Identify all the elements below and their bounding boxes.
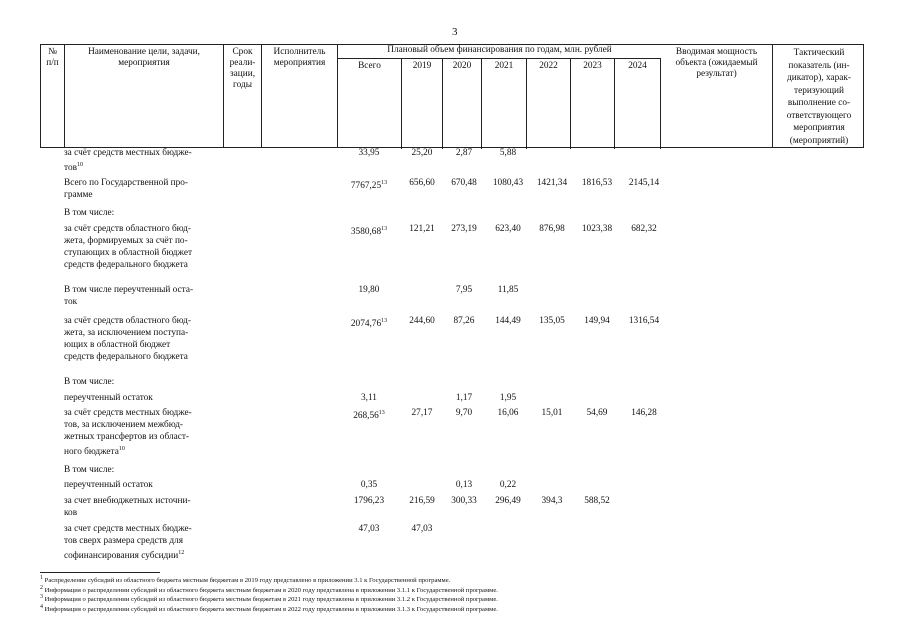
row-value-y2023: 54,69 [586,408,608,418]
row-total: 2074,76$^{13}$ [350,318,388,330]
row-total: 47,03 [358,524,380,534]
row-value-y2021: 623,40 [495,224,521,234]
row-name: В том числе: [64,377,115,387]
header-num: № п/п [41,45,65,147]
header-tactical: Тактический показатель (ин- дикатор), харак- теризующий выполнение со- ответствующего мероприятия (мероприятий) [786,48,852,146]
header-year: 2022 [527,59,571,149]
row-total: 3580,68$^{13}$ [350,226,388,238]
row-value-y2021: 11,85 [497,285,519,295]
row-value-y2021: 296,49 [495,496,521,506]
row-total: 3,11 [361,393,377,403]
row-total: 0,35 [360,480,378,490]
footnote-separator [40,572,160,573]
row-name: за счет внебюджетных источни- ков [64,496,191,518]
row-value-y2020: 1,17 [455,393,473,403]
row-total: 19,80 [358,285,380,295]
row-value-y2020: 2,87 [455,148,473,158]
row-value-y2022: 876,98 [539,224,565,234]
row-value-y2020: 273,19 [451,224,477,234]
page-number: 3 [452,26,458,38]
footnote: $^2$ Информация о распределении субсидий из областного бюджета местным бюджетам в 2020 году представлена в приложении 3.1.1 к Государственной программе. [40,584,498,594]
row-value-y2024: 682,32 [631,224,657,234]
row-value-y2019: 25,20 [411,148,433,158]
header-year: 2024 [615,59,661,149]
row-name: В том числе: [64,208,115,218]
row-name: переучтенный остаток [64,393,153,403]
header-year: 2023 [571,59,615,149]
row-value-y2020: 9,70 [455,408,473,418]
row-name: Всего по Государственной про- грамме [64,178,188,200]
header-financing: Плановый объем финансирования по годам, млн. рублей [338,45,661,59]
row-value-y2022: 15,01 [541,408,563,418]
row-value-y2019: 47,03 [411,524,433,534]
header-year: 2021 [482,59,527,149]
row-value-y2021: 5,88 [499,148,517,158]
header-year: 2020 [443,59,482,149]
row-value-y2022: 394,3 [541,496,563,506]
row-name: за счёт средств областного бюд- жета, формируемых за счёт по- ступающих в областной бюджет средств федерального бюджета [64,224,193,270]
row-value-y2023: 149,94 [584,316,610,326]
row-total: 268,56$^{13}$ [353,410,385,422]
row-total: 33,95 [358,148,380,158]
table-header [40,44,864,148]
row-name: В том числе: [64,465,115,475]
row-value-y2023: 1816,53 [581,178,613,188]
row-name: за счёт средств местных бюдже- тов$^{10}$ [64,148,192,174]
row-value-y2024: 146,28 [631,408,657,418]
header-total: Всего [338,59,402,149]
row-value-y2019: 216,59 [409,496,435,506]
header-term: Срок реали- зации, годы [224,45,262,147]
row-name: за счёт средств местных бюдже- тов, за исключением межбюд- жетных трансфертов из област- ного бюджета$^{10}$ [64,408,192,458]
row-value-y2024: 2145,14 [628,178,660,188]
row-name: переучтенный остаток [64,480,153,490]
row-value-y2021: 0,22 [499,480,517,490]
row-value-y2021: 144,49 [495,316,521,326]
header-executor: Исполнитель мероприятия [262,45,338,147]
row-value-y2020: 0,13 [455,480,473,490]
header-capacity: Вводимая мощность объекта (ожидаемый результат) [661,45,773,147]
footnote: $^3$ Информация о распределении субсидий из областного бюджета местным бюджетам в 2021 году представлена в приложении 3.1.2 к Государственной программе. [40,594,498,604]
row-value-y2024: 1316,54 [628,316,660,326]
row-name: за счет средств местных бюдже- тов сверх размера средств для софинансирования субсидии$^{12}$ [64,524,192,562]
row-value-y2020: 7,95 [455,285,473,295]
footnote: $^1$ Распределение субсидий из областного бюджета местным бюджетам в 2019 году представлено в приложении 3.1 к Государственной программе. [40,575,451,585]
row-value-y2019: 656,60 [409,178,435,188]
row-value-y2020: 300,33 [451,496,477,506]
footnote: $^4$ Информация о распределении субсидий из областного бюджета местным бюджетам в 2022 году представлена в приложении 3.1.3 к Государственной программе. [40,603,498,613]
row-value-y2019: 27,17 [411,408,433,418]
row-value-y2021: 16,06 [497,408,519,418]
row-value-y2021: 1080,43 [492,178,524,188]
row-value-y2020: 87,26 [453,316,475,326]
row-value-y2020: 670,48 [451,178,477,188]
row-name: В том числе переучтенный оста- ток [64,285,194,307]
row-total: 7767,25$^{13}$ [350,180,388,192]
row-value-y2023: 1023,38 [581,224,613,234]
row-value-y2021: 1,95 [499,393,517,403]
header-year: 2019 [402,59,443,149]
row-value-y2022: 135,05 [539,316,565,326]
row-value-y2019: 244,60 [409,316,435,326]
row-value-y2019: 121,21 [409,224,435,234]
row-value-y2022: 1421,34 [536,178,568,188]
row-value-y2023: 588,52 [584,496,610,506]
header-name: Наименование цели, задачи, мероприятия [65,45,224,147]
row-name: за счёт средств областного бюд- жета, за исключением поступа- ющих в областной бюджет средств федерального бюджета [64,316,191,362]
row-total: 1796,23 [353,496,385,506]
